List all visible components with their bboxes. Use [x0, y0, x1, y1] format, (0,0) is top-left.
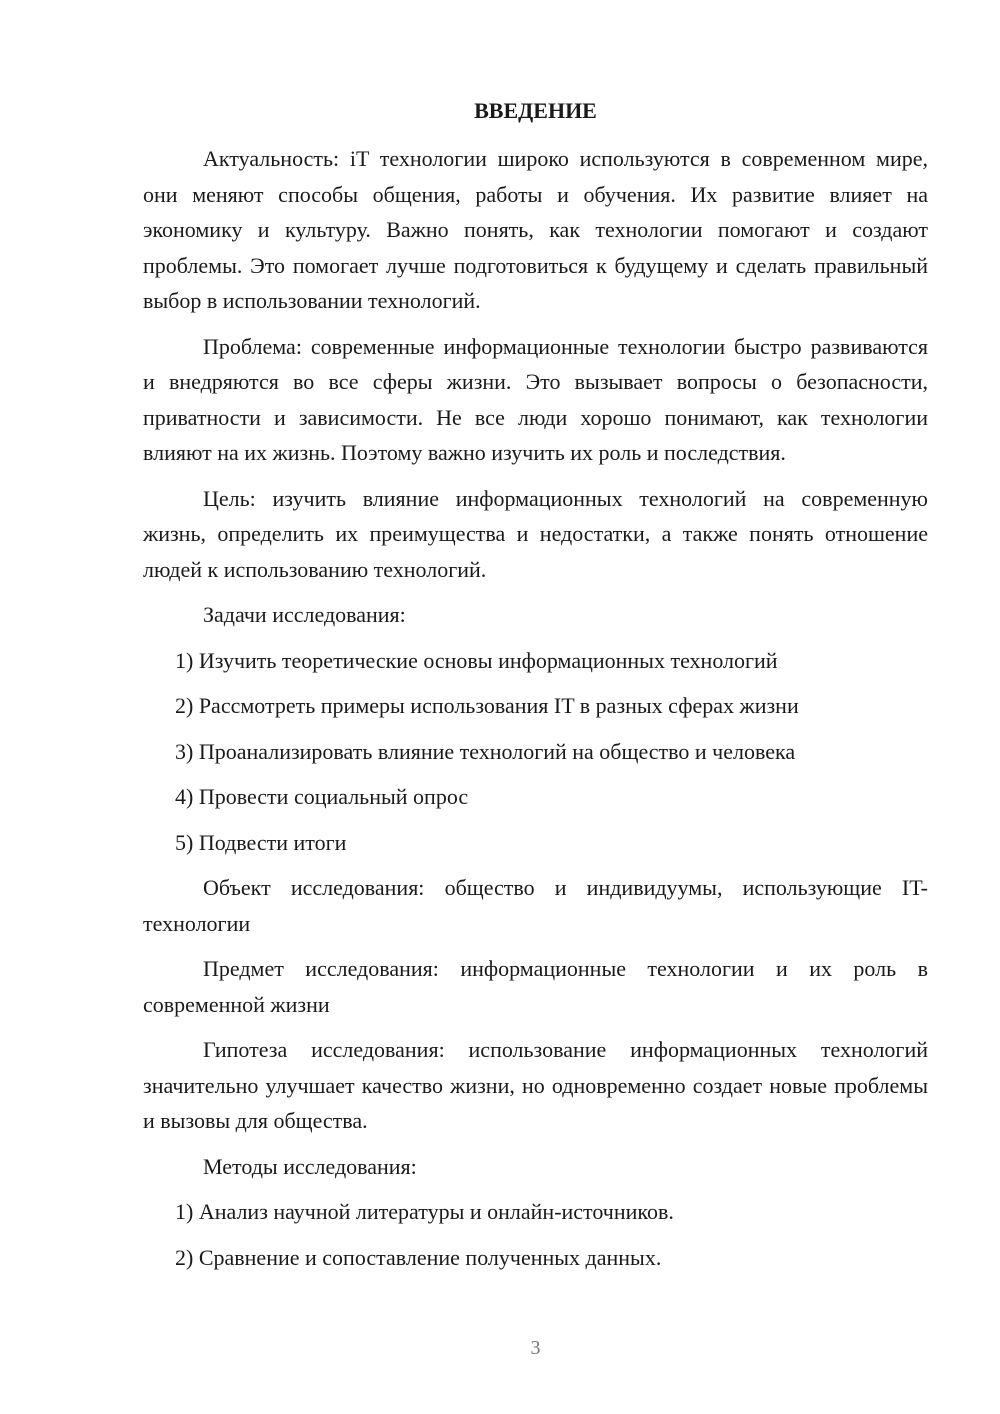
list-item: 5) Подвести итоги [175, 829, 347, 855]
relevance-paragraph: Актуальность: iT технологии широко используются в современном мире, они меняют способы общения, работы и обучения. Их развитие влияет на экономику и культуру. Важно понять, как технологии помогают и создают проблемы. Это помогает лучше подготовиться к будущему и сделать правильный выбор в использовании технологий. [143, 146, 928, 313]
subject-paragraph: Предмет исследования: информационные технологии и их роль в современной жизни [143, 956, 928, 1017]
page-number: 3 [530, 1337, 541, 1359]
hypothesis-paragraph: Гипотеза исследования: использование информационных технологий значительно улучшает качество жизни, но одновременно создает новые проблемы и вызовы для общества. [143, 1037, 928, 1133]
problem-paragraph: Проблема: современные информационные технологии быстро развиваются и внедряются во все сферы жизни. Это вызывает вопросы о безопасности, приватности и зависимости. Не все люди хорошо понимают, как технологии влияют на их жизнь. Поэтому важно изучить их роль и последствия. [143, 333, 928, 465]
tasks-title: Задачи исследования: [203, 602, 406, 627]
list-item: 3) Проанализировать влияние технологий на общество и человека [175, 738, 796, 764]
object-paragraph: Объект исследования: общество и индивидуумы, использующие IT-технологии [143, 875, 928, 936]
list-item: 2) Рассмотреть примеры использования IT в разных сферах жизни [175, 693, 799, 718]
goal-paragraph: Цель: изучить влияние информационных технологий на современную жизнь, определить их преимущества и недостатки, а также понять отношение людей к использованию технологий. [143, 485, 928, 582]
methods-title: Методы исследования: [203, 1153, 417, 1179]
list-item: 4) Провести социальный опрос [175, 784, 469, 809]
list-item: 1) Анализ научной литературы и онлайн-источников. [175, 1199, 674, 1224]
body-text [143, 141, 928, 1285]
tasks-list [143, 643, 928, 861]
list-item: 2) Сравнение и сопоставление полученных данных. [175, 1244, 662, 1270]
list-item: 1) Изучить теоретические основы информационных технологий [175, 647, 778, 673]
section-heading: ВВЕДЕНИЕ [474, 98, 597, 123]
methods-list [143, 1194, 928, 1275]
document-page [143, 0, 928, 1414]
